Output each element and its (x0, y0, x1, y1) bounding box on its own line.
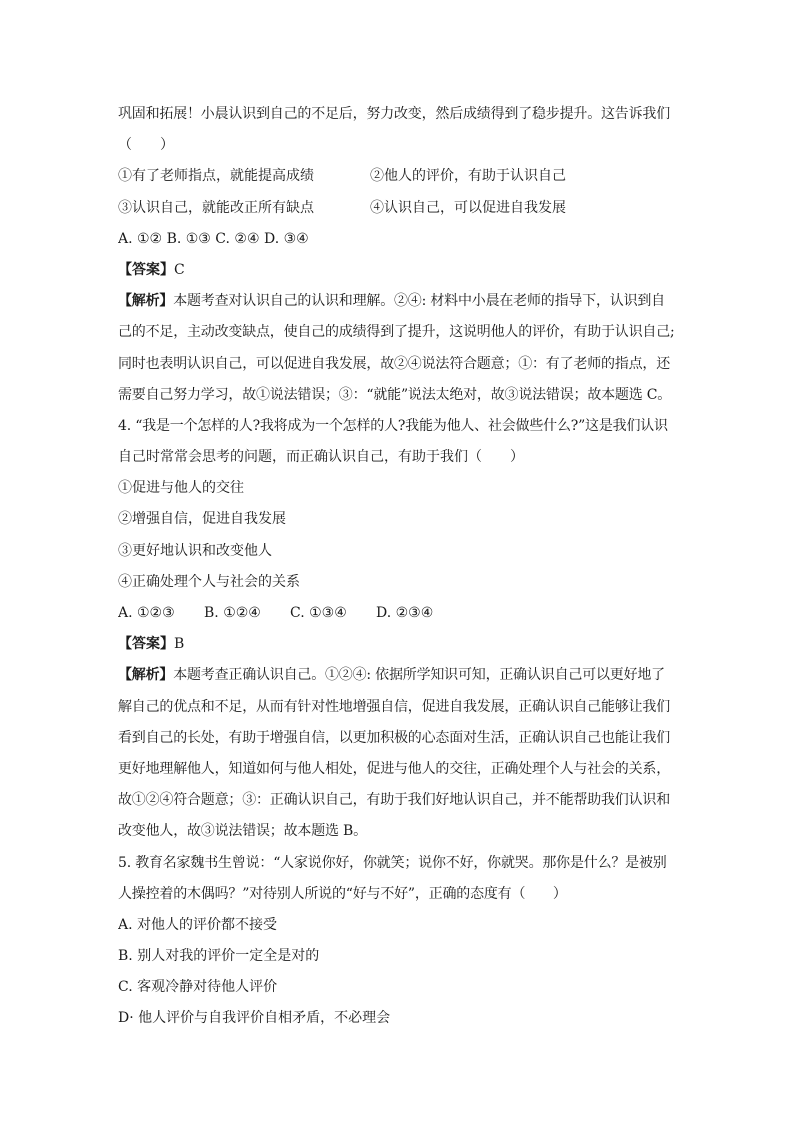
q4-analysis-line3: 看到自己的长处，有助于增强自信，以更加积极的心态面对生活，正确认识自己也能让我们 (118, 729, 670, 746)
q4-answer-value: B (174, 636, 185, 653)
q3-analysis-line4: 需要自己努力学习，故①说法错误；③：“就能”说法太绝对，故③说法错误；故本题选 C。 (118, 386, 672, 403)
q4-analysis-label: 【解析】 (118, 667, 174, 684)
q4-item2: ②增强自信，促进自我发展 (118, 511, 286, 528)
q4-option-d: D. ②③④ (376, 605, 434, 621)
q4-answer-label: 【答案】 (118, 636, 174, 653)
q4-options (118, 598, 678, 629)
q4-option-c: C. ①③④ (290, 605, 347, 621)
q3-analysis-line2: 己的不足，主动改变缺点，使自己的成绩得到了提升，这说明他人的评价，有助于认识自己; (118, 324, 675, 341)
q4-analysis-line5: 故①②④符合题意；③：正确认识自己，有助于我们好地认识自己，并不能帮助我们认识和 (118, 792, 670, 809)
q4-option-b: B. ①②④ (204, 605, 261, 621)
q5-stem-line2: 人操控着的木偶吗？”对待别人所说的“好与不好”，正确的态度有（ ） (118, 885, 567, 902)
q3-item4: ④认识自己，可以促进自我发展 (370, 199, 566, 216)
q3-item3: ③认识自己，就能改正所有缺点 (118, 199, 314, 216)
q3-answer-label: 【答案】 (118, 261, 174, 278)
q3-analysis-line1 (118, 286, 678, 317)
q4-item1: ①促进与他人的交往 (118, 480, 244, 497)
q4-analysis-line1 (118, 660, 678, 691)
q5-option-d: D· 他人评价与自我评价自相矛盾，不必理会 (118, 1010, 391, 1027)
q3-options: A. ①② B. ①③ C. ②④ D. ③④ (118, 230, 309, 247)
q4-answer (118, 629, 678, 660)
q5-option-b: B. 别人对我的评价一定全是对的 (118, 948, 320, 965)
document-page (118, 99, 678, 1035)
q4-analysis-text1: 本题考查正确认识自己。①②④: 依据所学知识可知，正确认识自己可以更好地了 (173, 667, 665, 684)
q5-stem-line1: 5. 教育名家魏书生曾说：“人家说你好，你就笑；说你不好，你就哭。那你是什么？是被别 (118, 854, 667, 871)
q3-item2: ②他人的评价，有助于认识自己 (370, 168, 566, 185)
q4-stem-line1: 4. “我是一个怎样的人?我将成为一个怎样的人?我能为他人、社会做些什么?”这是我们认识 (118, 417, 668, 434)
q3-stem-line1: 巩固和拓展！小晨认识到自己的不足后，努力改变，然后成绩得到了稳步提升。这告诉我们 (118, 106, 670, 122)
q3-item1: ①有了老师指点，就能提高成绩 (118, 168, 314, 185)
q4-analysis-line4: 更好地理解他人，知道如何与他人相处，促进与他人的交往，正确处理个人与社会的关系， (118, 760, 670, 777)
q5-option-a: A. 对他人的评价都不接受 (118, 916, 278, 933)
q4-analysis-line6: 改变他人，故③说法错误；故本题选 B。 (118, 823, 367, 840)
q3-items-row1 (118, 161, 678, 192)
q3-analysis-line3: 同时也表明认识自己，可以促进自我发展，故②④说法符合题意；①：有了老师的指点，还 (118, 355, 670, 372)
q3-stem-line2: （ ） (118, 137, 174, 154)
q3-items-row2 (118, 193, 678, 224)
q4-item3: ③更好地认识和改变他人 (118, 542, 272, 559)
q4-stem-line2: 自己时常常会思考的问题，而正确认识自己，有助于我们（ ） (118, 449, 524, 466)
q4-option-a: A. ①②③ (118, 605, 175, 621)
q3-answer-value: C (174, 261, 185, 278)
q3-analysis-text1: 本题考查对认识自己的认识和理解。②④: 材料中小晨在老师的指导下，认识到自 (173, 293, 665, 310)
q4-item4: ④正确处理个人与社会的关系 (118, 573, 300, 590)
q3-answer (118, 255, 678, 286)
q5-option-c: C. 客观冷静对待他人评价 (118, 979, 278, 996)
q4-analysis-line2: 解自己的优点和不足，从而有针对性地增强自信，促进自我发展，正确认识自己能够让我们 (118, 698, 670, 715)
q3-analysis-label: 【解析】 (118, 293, 174, 310)
